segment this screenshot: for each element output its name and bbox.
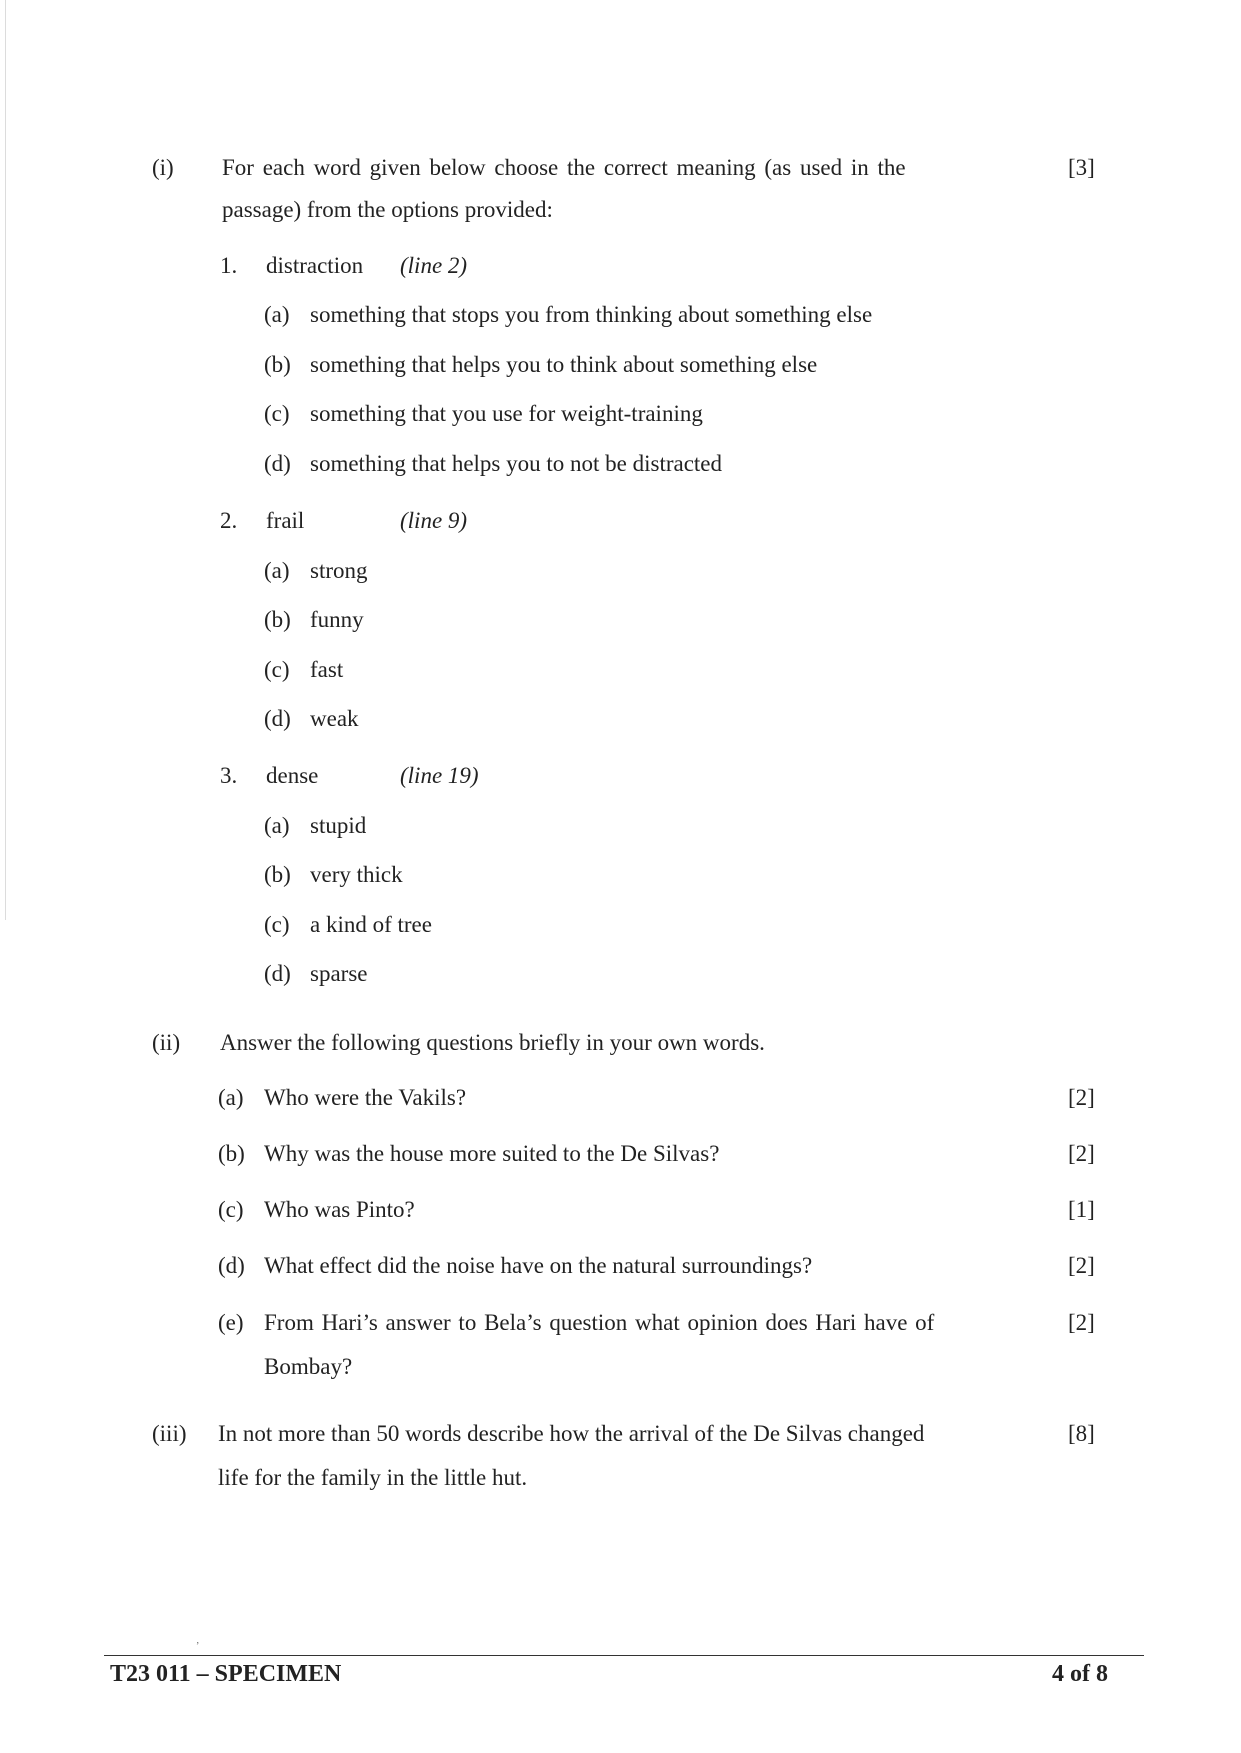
word-1-option-a-text: something that stops you from thinking about something else xyxy=(310,302,873,327)
question-ii-c-text: Who was Pinto? xyxy=(264,1197,415,1222)
word-3-option-b-label: (b) xyxy=(264,862,291,887)
word-2-option-a-text: strong xyxy=(310,558,368,583)
word-1-number: 1. xyxy=(220,253,238,278)
word-2-term: frail xyxy=(266,508,305,533)
word-1-option-d-label: (d) xyxy=(264,451,291,476)
question-ii-a-marks: [2] xyxy=(1068,1085,1095,1110)
word-1-option-b-text: something that helps you to think about something else xyxy=(310,352,818,377)
question-ii-e-marks: [2] xyxy=(1068,1310,1095,1335)
word-2-option-b-text: funny xyxy=(310,607,364,632)
question-i-label: (i) xyxy=(152,155,174,180)
question-ii-c-marks: [1] xyxy=(1068,1197,1095,1222)
question-i-marks: [3] xyxy=(1068,155,1095,180)
question-ii-b-text: Why was the house more suited to the De Silvas? xyxy=(264,1141,720,1166)
scan-mark: ʼ xyxy=(196,1641,200,1652)
word-1-option-c-label: (c) xyxy=(264,401,290,426)
scan-margin-line xyxy=(5,0,6,920)
word-2-number: 2. xyxy=(220,508,238,533)
question-i-line1: For each word given below choose the correct meaning (as used in the xyxy=(222,155,906,180)
word-2-option-c-text: fast xyxy=(310,657,344,682)
question-iii-label: (iii) xyxy=(152,1421,187,1446)
question-iii-marks: [8] xyxy=(1068,1421,1095,1446)
word-3-option-d-label: (d) xyxy=(264,961,291,986)
question-iii-line1: In not more than 50 words describe how the arrival of the De Silvas changed xyxy=(218,1421,925,1446)
footer-rule xyxy=(104,1655,1144,1656)
question-ii-d-label: (d) xyxy=(218,1253,245,1278)
word-3-term: dense xyxy=(266,763,319,788)
question-iii-line2: life for the family in the little hut. xyxy=(218,1465,528,1490)
word-3-option-a-label: (a) xyxy=(264,813,290,838)
question-ii-d-text: What effect did the noise have on the natural surroundings? xyxy=(264,1253,813,1278)
word-2-option-c-label: (c) xyxy=(264,657,290,682)
question-ii-e-text-line2: Bombay? xyxy=(264,1354,353,1379)
word-1-option-a-label: (a) xyxy=(264,302,290,327)
word-3-option-b-text: very thick xyxy=(310,862,403,887)
word-3-number: 3. xyxy=(220,763,238,788)
word-3-option-c-text: a kind of tree xyxy=(310,912,432,937)
question-ii-b-label: (b) xyxy=(218,1141,245,1166)
word-3-option-c-label: (c) xyxy=(264,912,290,937)
word-3-option-d-text: sparse xyxy=(310,961,368,986)
question-ii-intro: Answer the following questions briefly in your own words. xyxy=(220,1030,765,1055)
question-ii-b-marks: [2] xyxy=(1068,1141,1095,1166)
word-1-line-ref: (line 2) xyxy=(400,253,468,278)
word-3-option-a-text: stupid xyxy=(310,813,367,838)
footer-page-number: 4 of 8 xyxy=(1052,1661,1108,1687)
word-3-line-ref: (line 19) xyxy=(400,763,479,788)
word-2-option-b-label: (b) xyxy=(264,607,291,632)
word-1-option-b-label: (b) xyxy=(264,352,291,377)
word-2-option-a-label: (a) xyxy=(264,558,290,583)
question-ii-e-text: From Hari’s answer to Bela’s question what opinion does Hari have of xyxy=(264,1310,935,1335)
question-ii-a-text: Who were the Vakils? xyxy=(264,1085,467,1110)
word-2-line-ref: (line 9) xyxy=(400,508,468,533)
question-ii-a-label: (a) xyxy=(218,1085,244,1110)
word-2-option-d-text: weak xyxy=(310,706,359,731)
word-2-option-d-label: (d) xyxy=(264,706,291,731)
question-ii-e-label: (e) xyxy=(218,1310,244,1335)
question-ii-c-label: (c) xyxy=(218,1197,244,1222)
word-1-option-c-text: something that you use for weight-training xyxy=(310,401,703,426)
question-ii-label: (ii) xyxy=(152,1030,181,1055)
question-ii-d-marks: [2] xyxy=(1068,1253,1095,1278)
word-1-term: distraction xyxy=(266,253,364,278)
footer-paper-code: T23 011 – SPECIMEN xyxy=(110,1661,342,1687)
word-1-option-d-text: something that helps you to not be distracted xyxy=(310,451,723,476)
question-i-line2: passage) from the options provided: xyxy=(222,197,553,222)
